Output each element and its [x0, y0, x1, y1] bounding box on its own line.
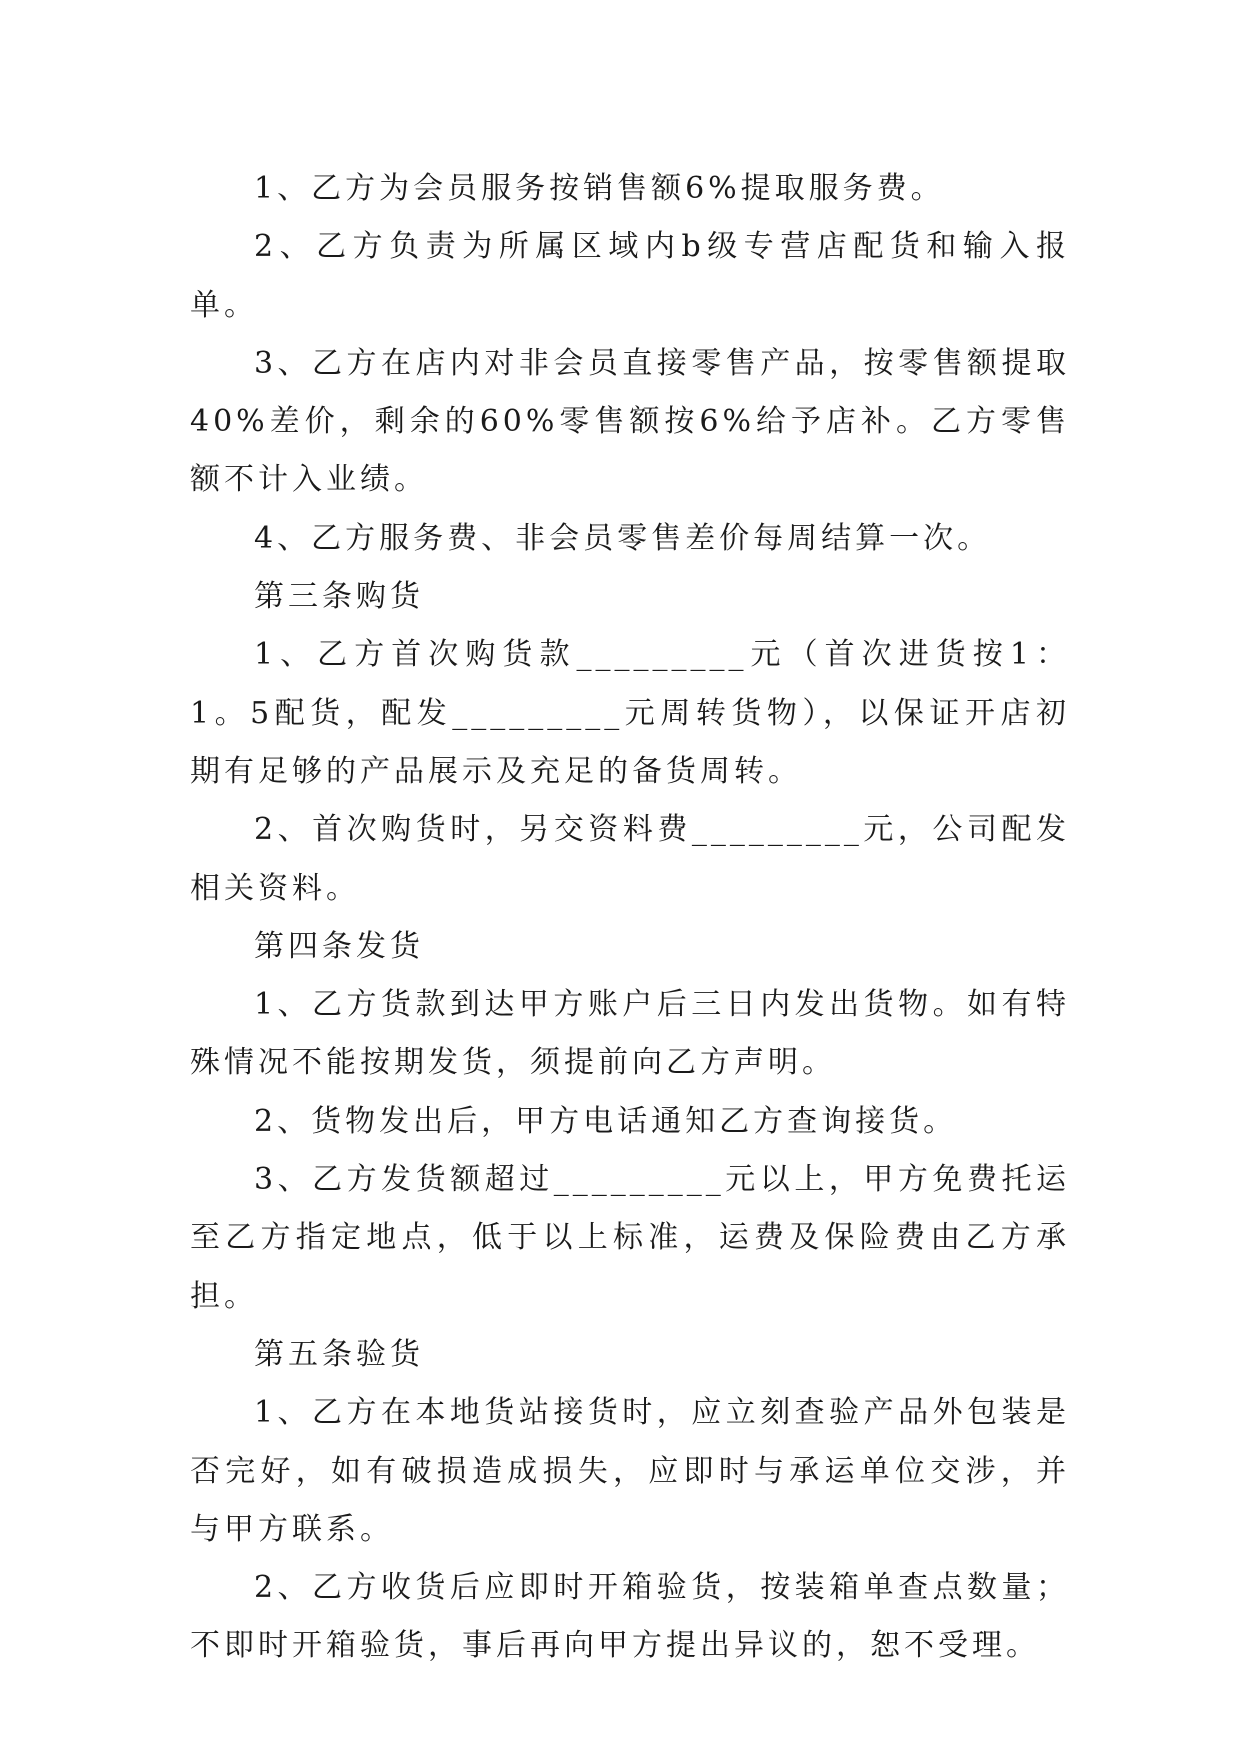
section-heading-purchase: 第三条购货: [254, 579, 424, 615]
paragraph-settlement: 4、乙方服务费、非会员零售差价每周结算一次。: [254, 520, 992, 556]
section-heading-shipping: 第四条发货: [254, 928, 424, 964]
paragraph-retail: 3、乙方在店内对非会员直接零售产品，按零售额提取40%差价，剩余的60%零售额按6%给予店补。乙方零售额不计入业绩。: [190, 345, 1070, 498]
paragraph-materials-fee: 2、首次购货时，另交资料费_________元，公司配发相关资料。: [190, 812, 1070, 906]
paragraph-dispatch: 1、乙方货款到达甲方账户后三日内发出货物。如有特殊情况不能按期发货，须提前向乙方声明。: [190, 987, 1070, 1081]
document-body: [190, 160, 1070, 1676]
paragraph-first-purchase: 1、乙方首次购货款_________元（首次进货按1：1。5配货，配发_________元周转货物），以保证开店初期有足够的产品展示及充足的备货周转。: [190, 637, 1070, 789]
paragraph-service-fee: 1、乙方为会员服务按销售额6%提取服务费。: [254, 171, 945, 206]
section-heading-inspection: 第五条验货: [254, 1336, 424, 1372]
paragraph-station-check: 1、乙方在本地货站接货时，应立刻查验产品外包装是否完好，如有破损造成损失，应即时与承运单位交涉，并与甲方联系。: [190, 1395, 1070, 1547]
paragraph-notification: 2、货物发出后，甲方电话通知乙方查询接货。: [254, 1103, 958, 1139]
paragraph-unpack-check: 2、乙方收货后应即时开箱验货，按装箱单查点数量；不即时开箱验货，事后再向甲方提出异议的，恕不受理。: [190, 1570, 1070, 1664]
paragraph-distribution: 2、乙方负责为所属区域内b级专营店配货和输入报单。: [190, 229, 1070, 323]
paragraph-freight: 3、乙方发货额超过_________元以上，甲方免费托运至乙方指定地点，低于以上标准，运费及保险费由乙方承担。: [190, 1162, 1070, 1314]
